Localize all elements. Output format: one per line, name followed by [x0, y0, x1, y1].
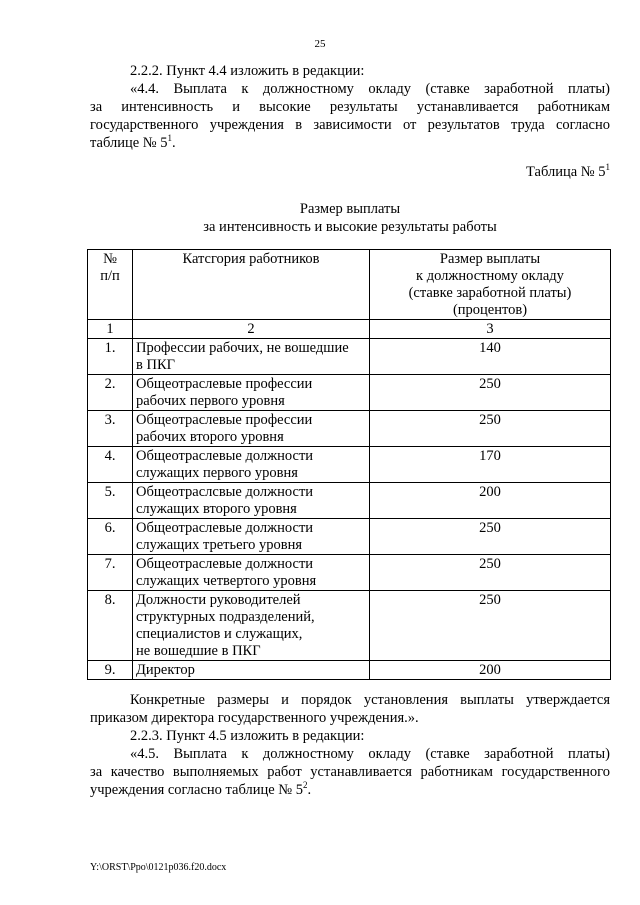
row-number: 5. [88, 483, 133, 519]
category-line: Общеотраслсвые должности [136, 484, 314, 500]
p45-line-1: «4.5. Выплата к должностному окладу (ставке заработной платы) [130, 746, 610, 762]
footnote-sup: 2 [303, 780, 308, 790]
row-category [133, 591, 370, 661]
row-value: 250 [370, 519, 611, 555]
col-number: 3 [370, 320, 611, 339]
row-number: 4. [88, 447, 133, 483]
category-line: в ПКГ [136, 357, 175, 373]
header-category: Катсгория работников [133, 250, 370, 320]
table-row [88, 483, 611, 519]
row-category [133, 447, 370, 483]
table-row [88, 661, 611, 680]
category-line: структурных подразделений, [136, 609, 315, 625]
row-value: 170 [370, 447, 611, 483]
row-number: 8. [88, 591, 133, 661]
row-value: 200 [370, 483, 611, 519]
table-row [88, 375, 611, 411]
row-number: 9. [88, 661, 133, 680]
category-line: Общеотраслевые должности [136, 556, 314, 572]
row-number: 6. [88, 519, 133, 555]
table-caption: Размер выплаты за интенсивность и высокие результаты работы [203, 201, 497, 235]
category-line: служащих четвертого уровня [136, 573, 317, 589]
row-category [133, 339, 370, 375]
file-path-footer: Y:\ORST\Ppo\0121p036.f20.docx [90, 862, 227, 873]
category-line: Должности руководителей [136, 592, 301, 608]
row-category [133, 411, 370, 447]
p44-line-3: государственного учреждения в зависимости от результатов труда согласно [90, 117, 610, 133]
row-value: 250 [370, 555, 611, 591]
table-body [88, 339, 611, 680]
p44-line-4: таблице № $5^1$. [90, 133, 176, 151]
intro-block [90, 62, 610, 152]
p44-line-1: «4.4. Выплата к должностному окладу (ставке заработной платы) [130, 81, 610, 97]
category-line: Директор [136, 662, 195, 678]
row-value: 250 [370, 591, 611, 661]
category-line: служащих первого уровня [136, 465, 298, 481]
table-row [88, 555, 611, 591]
category-line: Общеотраслевые профессии [136, 412, 313, 428]
row-value: 140 [370, 339, 611, 375]
row-category [133, 483, 370, 519]
table-row [88, 519, 611, 555]
category-line: рабочих второго уровня [136, 429, 284, 445]
table-row [88, 591, 611, 661]
row-category [133, 661, 370, 680]
category-line: Общеотраслевые должности [136, 448, 314, 464]
row-value: 250 [370, 411, 611, 447]
table-row [88, 411, 611, 447]
row-number: 1. [88, 339, 133, 375]
payment-table [87, 249, 611, 680]
row-value: 250 [370, 375, 611, 411]
category-line: рабочих первого уровня [136, 393, 285, 409]
row-category [133, 375, 370, 411]
row-number: 2. [88, 375, 133, 411]
row-number: 3. [88, 411, 133, 447]
clause-2-2-3: 2.2.3. Пункт 4.5 изложить в редакции: [130, 728, 365, 744]
header-value: Размер выплаты к должностному окладу (ставке заработной платы) (процентов) [370, 250, 611, 320]
row-number: 7. [88, 555, 133, 591]
clause-2-2-2: 2.2.2. Пункт 4.4 изложить в редакции: [130, 63, 365, 79]
header-num: № п/п [88, 250, 133, 320]
category-line: служащих второго уровня [136, 501, 297, 517]
row-category [133, 519, 370, 555]
col-number: 2 [133, 320, 370, 339]
category-line: Общеотраслевые должности [136, 520, 314, 536]
after-p1-line-1: Конкретные размеры и порядок установления выплаты утверждается [130, 692, 610, 708]
after-p1-line-2: приказом директора государственного учреждения.». [90, 710, 419, 726]
row-category [133, 555, 370, 591]
category-line: Общеотраслевые профессии [136, 376, 313, 392]
column-number-row [88, 320, 611, 339]
p45-line-2: за качество выполняемых работ устанавливается работникам государственного [90, 764, 610, 780]
category-line: служащих третьего уровня [136, 537, 303, 553]
p45-line-3: учреждения согласно таблице № $5^2$. [90, 780, 312, 798]
page-number: 25 [314, 38, 326, 50]
category-line: специалистов и служащих, [136, 626, 303, 642]
footnote-sup: 1 [167, 133, 172, 143]
col-number: 1 [88, 320, 133, 339]
table-row [88, 447, 611, 483]
row-value: 200 [370, 661, 611, 680]
category-line: не вошедшие в ПКГ [136, 643, 261, 659]
after-block [90, 691, 610, 799]
p44-line-2: за интенсивность и высокие результаты устанавливается работникам [90, 99, 610, 115]
table-row [88, 339, 611, 375]
category-line: Профессии рабочих, не вошедшие [136, 340, 349, 356]
table-header-row [88, 250, 611, 320]
table-label: Таблица № $5^1$ [526, 162, 610, 180]
